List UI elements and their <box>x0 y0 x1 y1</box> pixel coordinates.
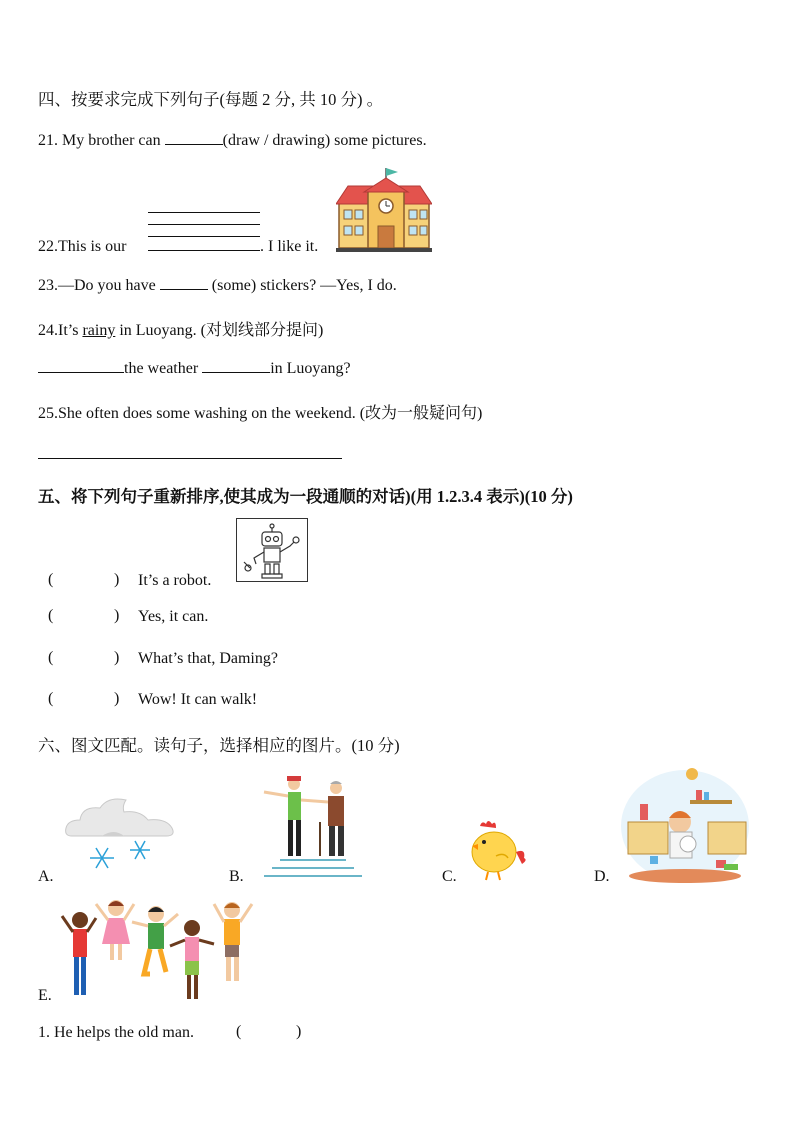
q24-answer-blank-1[interactable] <box>38 358 124 373</box>
chick-image <box>466 818 530 882</box>
s5-item-4-text: Wow! It can walk! <box>138 691 258 708</box>
q23-suffix: (some) stickers? —Yes, I do. <box>211 277 397 294</box>
option-c-label: C. <box>442 868 457 885</box>
s5-item-4-paren-open: ( <box>48 690 54 707</box>
school-building-image <box>336 164 432 252</box>
q24-prefix: 24.It’s <box>38 322 79 339</box>
jumping-kids-image <box>58 894 258 1004</box>
q21-suffix: (draw / drawing) some pictures. <box>222 132 427 149</box>
option-d-label: D. <box>594 868 610 885</box>
q24-answer-blank-2[interactable] <box>202 358 270 373</box>
s5-item-3-paren-close: ) <box>114 649 120 666</box>
question-21 <box>38 130 427 150</box>
q22-blank-line-3[interactable] <box>148 236 260 237</box>
option-e-label: E. <box>38 987 52 1004</box>
q22-blank-line-1[interactable] <box>148 212 260 213</box>
robot-image <box>236 518 308 582</box>
s5-item-2-paren-close: ) <box>114 607 120 624</box>
s6-q1-text: 1. He helps the old man. <box>38 1024 194 1041</box>
q24-answer-mid: the weather <box>124 360 199 377</box>
question-25: 25.She often does some washing on the weekend. (改为一般疑问句) <box>38 405 483 422</box>
snow-cloud-image <box>62 792 178 880</box>
section-4-heading: 四、按要求完成下列句子(每题 2 分, 共 10 分) 。 <box>38 90 384 109</box>
q23-prefix: 23.—Do you have <box>38 277 156 294</box>
s5-item-1-paren-open: ( <box>48 571 54 588</box>
s5-item-3-text: What’s that, Daming? <box>138 650 278 667</box>
question-24 <box>38 317 323 340</box>
s6-q1-paren-open: ( <box>236 1023 242 1040</box>
question-23 <box>38 275 397 295</box>
s5-item-2-text: Yes, it can. <box>138 608 209 625</box>
option-b-label: B. <box>229 868 244 885</box>
q22-prefix: 22.This is our <box>38 238 127 255</box>
q25-answer-line[interactable] <box>38 458 342 459</box>
helping-old-man-image <box>258 772 366 880</box>
q21-blank[interactable] <box>165 130 223 145</box>
q23-blank[interactable] <box>160 275 208 290</box>
q21-prefix: 21. My brother can <box>38 132 161 149</box>
q22-blank-line-4[interactable] <box>148 250 260 251</box>
section-5-heading: 五、将下列句子重新排序,使其成为一段通顺的对话)(用 1.2.3.4 表示)(10 分) <box>38 487 573 506</box>
s5-item-3-paren-open: ( <box>48 649 54 666</box>
q22-suffix: . I like it. <box>260 238 319 255</box>
s6-q1-paren-close: ) <box>296 1023 302 1040</box>
q24-answer-end: in Luoyang? <box>270 360 351 377</box>
question-22 <box>38 238 126 256</box>
s5-item-1-text: It’s a robot. <box>138 572 212 589</box>
s5-item-2-paren-open: ( <box>48 607 54 624</box>
q22-blank-line-2[interactable] <box>148 224 260 225</box>
q24-suffix: in Luoyang. (对划线部分提问) <box>119 322 324 339</box>
s6-question-1 <box>38 1024 194 1042</box>
boy-with-toys-image <box>620 764 750 884</box>
section-6-heading: 六、图文匹配。读句子，选择相应的图片。(10 分) <box>38 736 400 755</box>
s5-item-1-paren-close: ) <box>114 571 120 588</box>
q24-answer-line <box>38 358 351 378</box>
option-a-label: A. <box>38 868 54 885</box>
q24-underlined-word: rainy <box>82 322 116 339</box>
s5-item-4-paren-close: ) <box>114 690 120 707</box>
